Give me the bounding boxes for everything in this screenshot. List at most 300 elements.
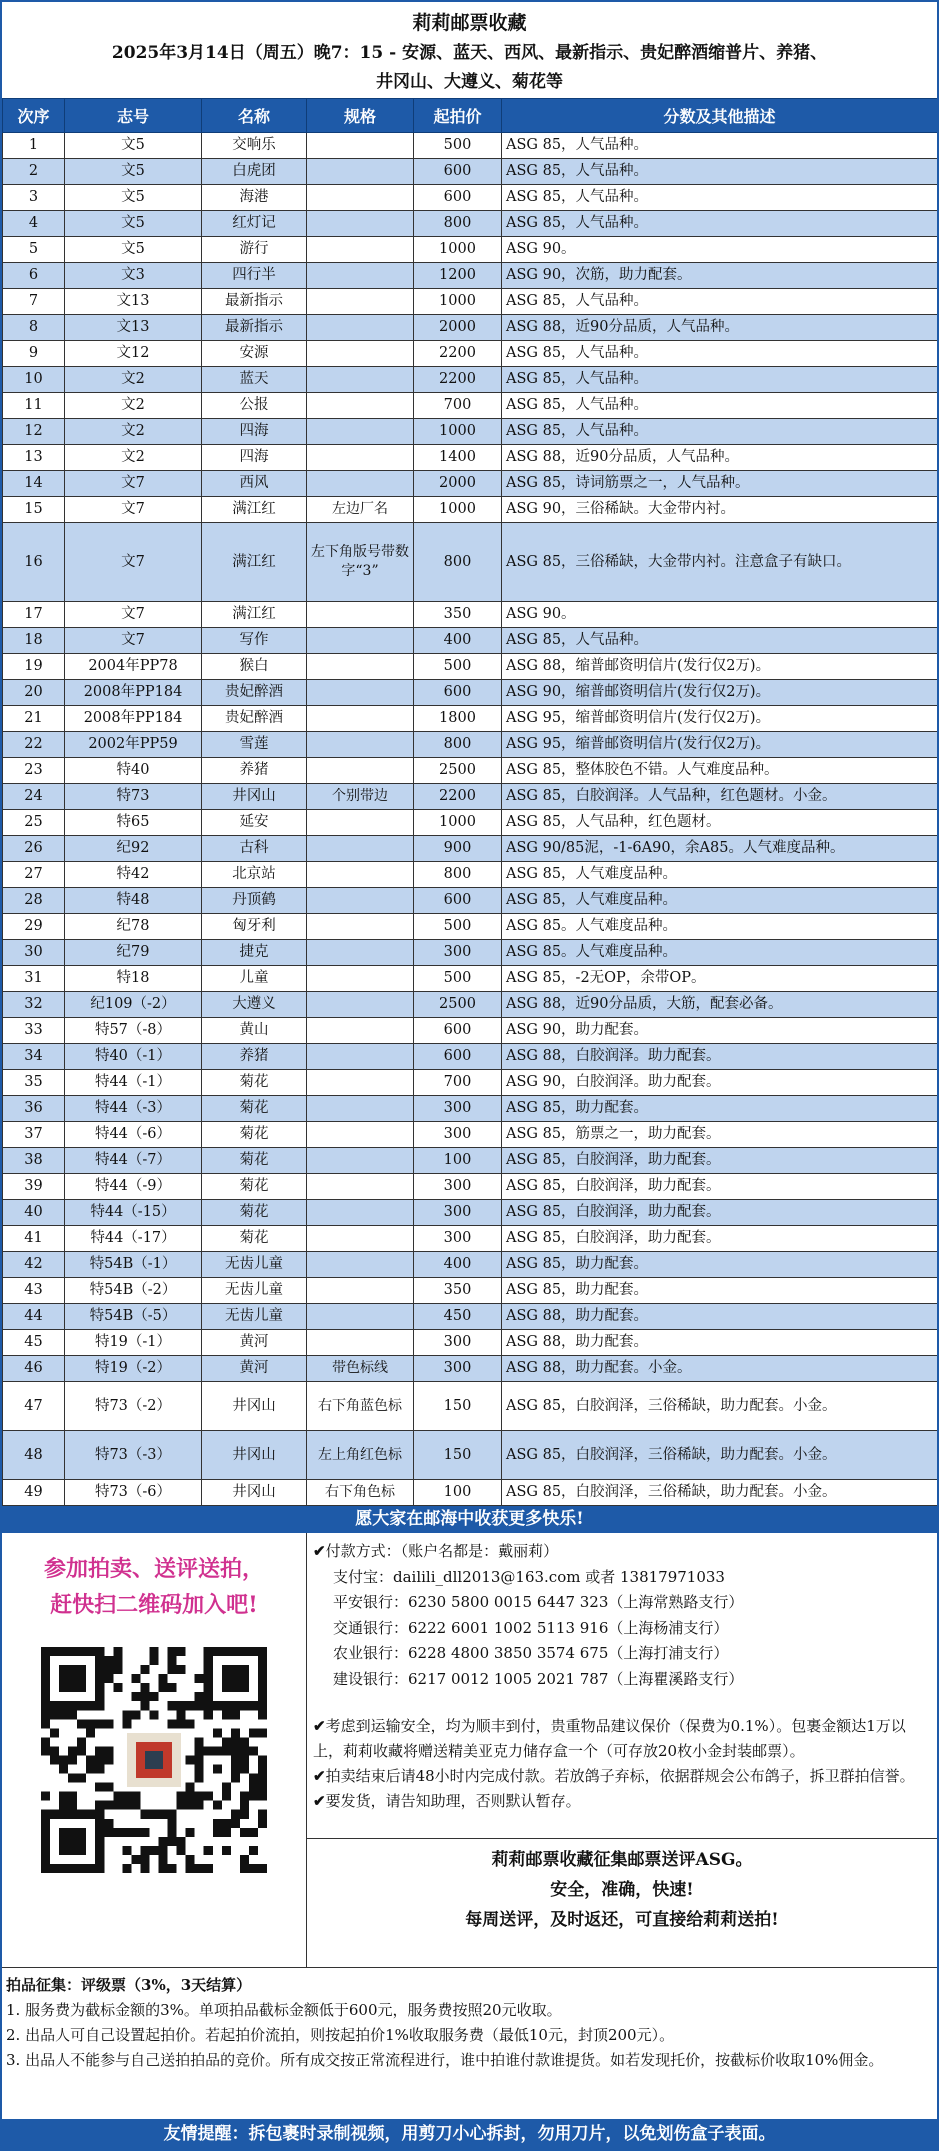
lot-code: 文12 [65, 341, 202, 367]
lot-spec: 右下角蓝色标 [307, 1382, 414, 1431]
table-row [3, 1356, 938, 1382]
lot-name: 四海 [202, 419, 307, 445]
qr-code-icon[interactable] [41, 1647, 267, 1873]
lot-code: 特54B（-2） [65, 1278, 202, 1304]
lot-code: 文7 [65, 523, 202, 602]
table-row [3, 1200, 938, 1226]
lot-no: 35 [3, 1070, 65, 1096]
lot-name: 交响乐 [202, 133, 307, 159]
lot-spec [307, 1148, 414, 1174]
lot-name: 井冈山 [202, 784, 307, 810]
table-row [3, 211, 938, 237]
lot-code: 纪79 [65, 940, 202, 966]
lot-description: ASG 90，次筋，助力配套。 [502, 263, 938, 289]
lot-no: 48 [3, 1431, 65, 1480]
lot-description: ASG 85，诗词筋票之一，人气品种。 [502, 471, 938, 497]
lot-description: ASG 85，人气品种，红色题材。 [502, 810, 938, 836]
lot-spec [307, 992, 414, 1018]
lot-no: 22 [3, 732, 65, 758]
lot-code: 特18 [65, 966, 202, 992]
lot-no: 8 [3, 315, 65, 341]
lot-spec [307, 263, 414, 289]
lot-code: 文5 [65, 159, 202, 185]
lot-spec [307, 393, 414, 419]
footer-tip: 友情提醒：拆包裹时录制视频，用剪刀小心拆封，勿用刀片，以免划伤盒子表面。 [2, 2119, 937, 2149]
lot-spec [307, 888, 414, 914]
lot-no: 23 [3, 758, 65, 784]
lot-spec: 带色标线 [307, 1356, 414, 1382]
lot-spec [307, 680, 414, 706]
table-row [3, 237, 938, 263]
lot-name: 黄河 [202, 1356, 307, 1382]
auction-subtitle-line2: 井冈山、大遵义、菊花等 [376, 72, 563, 92]
lot-start-price: 500 [414, 966, 502, 992]
lot-no: 11 [3, 393, 65, 419]
table-row [3, 706, 938, 732]
table-row [3, 1278, 938, 1304]
lot-start-price: 800 [414, 523, 502, 602]
notice-shipping: ✔考虑到运输安全，均为顺丰到付，贵重物品建议保价（保费为0.1%）。包裹金额达1万以上，莉莉收藏将赠送精美亚克力储存盒一个（可存放20枚小金封装邮票）。 [313, 1717, 906, 1760]
lot-code: 文2 [65, 367, 202, 393]
lot-spec [307, 602, 414, 628]
lot-code: 纪109（-2） [65, 992, 202, 1018]
lot-no: 13 [3, 445, 65, 471]
lot-name: 菊花 [202, 1148, 307, 1174]
lot-no: 21 [3, 706, 65, 732]
lot-start-price: 350 [414, 1278, 502, 1304]
lot-start-price: 1000 [414, 810, 502, 836]
lot-start-price: 500 [414, 133, 502, 159]
lot-start-price: 1800 [414, 706, 502, 732]
lot-code: 特44（-7） [65, 1148, 202, 1174]
invite-line2: 赶快扫二维码加入吧! [50, 1592, 258, 1618]
col-header-price: 起拍价 [414, 99, 502, 133]
lot-spec [307, 1226, 414, 1252]
lot-name: 菊花 [202, 1070, 307, 1096]
col-header-desc: 分数及其他描述 [502, 99, 938, 133]
lot-no: 44 [3, 1304, 65, 1330]
lot-code: 文13 [65, 289, 202, 315]
lot-description: ASG 90/85泥，-1-6A90，余A85。人气难度品种。 [502, 836, 938, 862]
lot-name: 大遵义 [202, 992, 307, 1018]
lot-no: 36 [3, 1096, 65, 1122]
lot-spec [307, 341, 414, 367]
lot-name: 古科 [202, 836, 307, 862]
lot-no: 5 [3, 237, 65, 263]
table-row [3, 445, 938, 471]
lot-code: 特44（-17） [65, 1226, 202, 1252]
table-row [3, 1044, 938, 1070]
lot-description: ASG 85，人气难度品种。 [502, 888, 938, 914]
lot-no: 25 [3, 810, 65, 836]
lot-start-price: 300 [414, 1226, 502, 1252]
lot-no: 14 [3, 471, 65, 497]
lot-name: 西风 [202, 471, 307, 497]
lot-code: 特40（-1） [65, 1044, 202, 1070]
lot-start-price: 300 [414, 1096, 502, 1122]
lot-start-price: 700 [414, 1070, 502, 1096]
table-row [3, 758, 938, 784]
lot-start-price: 150 [414, 1382, 502, 1431]
lot-no: 41 [3, 1226, 65, 1252]
table-row [3, 341, 938, 367]
lot-code: 特44（-3） [65, 1096, 202, 1122]
lot-start-price: 800 [414, 862, 502, 888]
lot-no: 32 [3, 992, 65, 1018]
lot-spec [307, 654, 414, 680]
lot-description: ASG 85，人气品种。 [502, 341, 938, 367]
table-row [3, 966, 938, 992]
lot-code: 文3 [65, 263, 202, 289]
table-row [3, 523, 938, 602]
lot-spec: 个别带边 [307, 784, 414, 810]
lot-name: 丹顶鹤 [202, 888, 307, 914]
table-row [3, 940, 938, 966]
alipay-account: 支付宝：dailili_dll2013@163.com 或者 13817971033 [333, 1567, 725, 1586]
lot-spec [307, 966, 414, 992]
lot-spec [307, 159, 414, 185]
col-header-code: 志号 [65, 99, 202, 133]
lot-spec [307, 706, 414, 732]
lot-start-price: 600 [414, 1018, 502, 1044]
table-row [3, 888, 938, 914]
lot-start-price: 800 [414, 211, 502, 237]
lot-description: ASG 85，白胶润泽，三俗稀缺，助力配套。小金。 [502, 1382, 938, 1431]
lot-name: 匈牙利 [202, 914, 307, 940]
lot-description: ASG 85，白胶润泽，助力配套。 [502, 1226, 938, 1252]
lot-start-price: 2500 [414, 992, 502, 1018]
lot-start-price: 300 [414, 1330, 502, 1356]
table-row [3, 1304, 938, 1330]
invite-panel [2, 1533, 307, 1967]
lot-start-price: 600 [414, 185, 502, 211]
lot-code: 文7 [65, 497, 202, 523]
lot-start-price: 600 [414, 888, 502, 914]
lot-start-price: 2500 [414, 758, 502, 784]
lot-spec [307, 185, 414, 211]
lot-spec [307, 289, 414, 315]
table-row [3, 1330, 938, 1356]
lot-code: 特57（-8） [65, 1018, 202, 1044]
lot-name: 安源 [202, 341, 307, 367]
table-row [3, 914, 938, 940]
payment-panel [307, 1533, 937, 1839]
lot-start-price: 300 [414, 1356, 502, 1382]
lot-code: 文7 [65, 628, 202, 654]
lot-description: ASG 90，三俗稀缺。大金带内衬。 [502, 497, 938, 523]
table-row [3, 1382, 938, 1431]
lot-no: 33 [3, 1018, 65, 1044]
lot-spec [307, 211, 414, 237]
lot-code: 特54B（-1） [65, 1252, 202, 1278]
checkmark-icon: ✔ [313, 1792, 326, 1810]
lot-no: 24 [3, 784, 65, 810]
lot-spec [307, 862, 414, 888]
lot-name: 贵妃醉酒 [202, 706, 307, 732]
table-row [3, 732, 938, 758]
lot-description: ASG 85，人气品种。 [502, 185, 938, 211]
lot-start-price: 1000 [414, 419, 502, 445]
lot-description: ASG 85，筋票之一，助力配套。 [502, 1122, 938, 1148]
lot-description: ASG 85，三俗稀缺，大金带内衬。注意盒子有缺口。 [502, 523, 938, 602]
lot-code: 特44（-15） [65, 1200, 202, 1226]
lot-spec [307, 419, 414, 445]
lot-code: 特73（-2） [65, 1382, 202, 1431]
consignment-rules [2, 1968, 937, 2133]
lot-name: 四行半 [202, 263, 307, 289]
consign-heading: 拍品征集：评级票（3%，3天结算） [6, 1976, 252, 1994]
lot-no: 43 [3, 1278, 65, 1304]
lot-start-price: 300 [414, 940, 502, 966]
lot-name: 菊花 [202, 1200, 307, 1226]
lot-no: 30 [3, 940, 65, 966]
lots-table [2, 98, 938, 1506]
lot-description: ASG 85，白胶润泽，助力配套。 [502, 1200, 938, 1226]
table-row [3, 315, 938, 341]
lot-description: ASG 85，白胶润泽，助力配套。 [502, 1148, 938, 1174]
lot-description: ASG 85，整体胶色不错。人气难度品种。 [502, 758, 938, 784]
lot-no: 20 [3, 680, 65, 706]
lot-spec: 右下角色标 [307, 1480, 414, 1506]
lot-code: 2008年PP184 [65, 706, 202, 732]
lot-no: 26 [3, 836, 65, 862]
lot-name: 菊花 [202, 1174, 307, 1200]
bank-account-nongye: 农业银行：6228 4800 3850 3574 675（上海打浦支行） [333, 1644, 729, 1662]
lot-description: ASG 90。 [502, 237, 938, 263]
lot-start-price: 1200 [414, 263, 502, 289]
lot-description: ASG 85，助力配套。 [502, 1278, 938, 1304]
lot-description: ASG 90。 [502, 602, 938, 628]
lot-no: 4 [3, 211, 65, 237]
lot-name: 猴白 [202, 654, 307, 680]
lot-name: 贵妃醉酒 [202, 680, 307, 706]
lot-code: 特42 [65, 862, 202, 888]
asg-line3: 每周送评，及时返还，可直接给莉莉送拍! [465, 1910, 779, 1930]
lot-name: 黄河 [202, 1330, 307, 1356]
lot-name: 养猪 [202, 1044, 307, 1070]
lot-name: 北京站 [202, 862, 307, 888]
lot-description: ASG 90，白胶润泽。助力配套。 [502, 1070, 938, 1096]
lot-name: 养猪 [202, 758, 307, 784]
lot-name: 满江红 [202, 497, 307, 523]
table-row [3, 992, 938, 1018]
lot-spec [307, 1174, 414, 1200]
lot-code: 纪92 [65, 836, 202, 862]
lot-description: ASG 85，白胶润泽。人气品种，红色题材。小金。 [502, 784, 938, 810]
table-row [3, 1431, 938, 1480]
lot-spec [307, 237, 414, 263]
lot-description: ASG 88，近90分品质，大筋，配套必备。 [502, 992, 938, 1018]
lot-description: ASG 85，人气品种。 [502, 419, 938, 445]
lot-description: ASG 95，缩普邮资明信片(发行仅2万)。 [502, 732, 938, 758]
lot-code: 文7 [65, 471, 202, 497]
notice-payment-deadline: ✔拍卖结束后请48小时内完成付款。若放鸽子弃标，依据群规会公布鸽子，拆卫群拍信誉。 [313, 1767, 915, 1785]
lot-code: 2004年PP78 [65, 654, 202, 680]
lot-start-price: 300 [414, 1122, 502, 1148]
lot-spec [307, 836, 414, 862]
lot-description: ASG 85，人气品种。 [502, 393, 938, 419]
lot-no: 39 [3, 1174, 65, 1200]
lot-name: 无齿儿童 [202, 1252, 307, 1278]
lot-no: 6 [3, 263, 65, 289]
lot-code: 特44（-9） [65, 1174, 202, 1200]
lot-spec [307, 133, 414, 159]
table-row [3, 1480, 938, 1506]
checkmark-icon: ✔ [313, 1542, 326, 1560]
lot-no: 7 [3, 289, 65, 315]
lot-description: ASG 85，人气品种。 [502, 367, 938, 393]
table-header-row [3, 99, 938, 133]
lot-name: 游行 [202, 237, 307, 263]
lot-spec [307, 914, 414, 940]
lot-no: 10 [3, 367, 65, 393]
table-row [3, 1096, 938, 1122]
lot-spec [307, 1096, 414, 1122]
auction-subtitle-line1: 2025年3月14日（周五）晚7：15 - 安源、蓝天、西风、最新指示、贵妃醉酒缩普片、养猪、 [111, 43, 828, 63]
lot-no: 45 [3, 1330, 65, 1356]
lot-spec: 左上角红色标 [307, 1431, 414, 1480]
lot-no: 38 [3, 1148, 65, 1174]
lot-description: ASG 88，助力配套。 [502, 1330, 938, 1356]
table-row [3, 263, 938, 289]
lot-start-price: 600 [414, 680, 502, 706]
table-row [3, 1174, 938, 1200]
lot-spec [307, 1018, 414, 1044]
lot-code: 特73（-6） [65, 1480, 202, 1506]
lot-start-price: 2200 [414, 784, 502, 810]
lot-description: ASG 95，缩普邮资明信片(发行仅2万)。 [502, 706, 938, 732]
col-header-no: 次序 [3, 99, 65, 133]
lot-no: 9 [3, 341, 65, 367]
lot-start-price: 1000 [414, 289, 502, 315]
lot-start-price: 100 [414, 1148, 502, 1174]
lot-start-price: 1000 [414, 497, 502, 523]
lot-name: 写作 [202, 628, 307, 654]
lot-description: ASG 88，近90分品质，人气品种。 [502, 315, 938, 341]
lot-name: 菊花 [202, 1096, 307, 1122]
table-row [3, 862, 938, 888]
consign-rule-2: 2. 出品人可自己设置起拍价。若起拍价流拍，则按起拍价1%收取服务费（最低10元，封顶200元）。 [6, 2026, 675, 2044]
lot-description: ASG 85，人气品种。 [502, 628, 938, 654]
lot-code: 特19（-2） [65, 1356, 202, 1382]
table-row [3, 1070, 938, 1096]
lot-description: ASG 85，白胶润泽，三俗稀缺，助力配套。小金。 [502, 1431, 938, 1480]
lot-code: 文2 [65, 419, 202, 445]
lot-no: 49 [3, 1480, 65, 1506]
lot-no: 19 [3, 654, 65, 680]
lot-name: 无齿儿童 [202, 1278, 307, 1304]
lot-start-price: 1400 [414, 445, 502, 471]
lot-name: 捷克 [202, 940, 307, 966]
table-row [3, 289, 938, 315]
table-row [3, 1122, 938, 1148]
lots-body [3, 133, 938, 1506]
invite-line1: 参加拍卖、送评送拍， [43, 1556, 264, 1582]
lot-start-price: 150 [414, 1431, 502, 1480]
table-row [3, 367, 938, 393]
lot-code: 文5 [65, 211, 202, 237]
lot-code: 特40 [65, 758, 202, 784]
lot-name: 无齿儿童 [202, 1304, 307, 1330]
lot-code: 特19（-1） [65, 1330, 202, 1356]
lot-spec: 左边厂名 [307, 497, 414, 523]
lot-code: 特73 [65, 784, 202, 810]
lot-code: 特65 [65, 810, 202, 836]
lot-description: ASG 85，助力配套。 [502, 1096, 938, 1122]
table-row [3, 654, 938, 680]
table-row [3, 628, 938, 654]
lot-start-price: 400 [414, 1252, 502, 1278]
payment-and-notices [307, 1533, 937, 1967]
lot-no: 29 [3, 914, 65, 940]
lot-no: 31 [3, 966, 65, 992]
lot-description: ASG 85，助力配套。 [502, 1252, 938, 1278]
table-row [3, 1148, 938, 1174]
table-row [3, 784, 938, 810]
lot-name: 四海 [202, 445, 307, 471]
lot-start-price: 1000 [414, 237, 502, 263]
lot-spec [307, 628, 414, 654]
lot-no: 2 [3, 159, 65, 185]
lot-no: 28 [3, 888, 65, 914]
lot-start-price: 100 [414, 1480, 502, 1506]
checkmark-icon: ✔ [313, 1767, 326, 1785]
lot-no: 40 [3, 1200, 65, 1226]
lot-start-price: 2200 [414, 367, 502, 393]
lot-start-price: 350 [414, 602, 502, 628]
lot-description: ASG 85，白胶润泽，三俗稀缺，助力配套。小金。 [502, 1480, 938, 1506]
lot-code: 纪78 [65, 914, 202, 940]
lot-code: 文7 [65, 602, 202, 628]
table-row [3, 393, 938, 419]
lot-description: ASG 90，助力配套。 [502, 1018, 938, 1044]
lot-spec: 左下角版号带数字“3” [307, 523, 414, 602]
lot-code: 2002年PP59 [65, 732, 202, 758]
table-row [3, 185, 938, 211]
consign-rule-3: 3. 出品人不能参与自己送拍拍品的竞价。所有成交按正常流程进行，谁中拍谁付款谁提货。如若发现托价，按截标价收取10%佣金。 [6, 2051, 884, 2069]
lot-description: ASG 85，-2无OP，余带OP。 [502, 966, 938, 992]
lot-description: ASG 85。人气难度品种。 [502, 914, 938, 940]
lot-code: 特73（-3） [65, 1431, 202, 1480]
table-row [3, 133, 938, 159]
lot-name: 延安 [202, 810, 307, 836]
lot-start-price: 300 [414, 1174, 502, 1200]
lot-no: 3 [3, 185, 65, 211]
table-row [3, 836, 938, 862]
lot-spec [307, 1304, 414, 1330]
lot-spec [307, 1252, 414, 1278]
lot-code: 2008年PP184 [65, 680, 202, 706]
lot-no: 46 [3, 1356, 65, 1382]
lot-code: 文13 [65, 315, 202, 341]
lot-spec [307, 1122, 414, 1148]
lot-start-price: 2000 [414, 471, 502, 497]
lot-no: 37 [3, 1122, 65, 1148]
table-row [3, 680, 938, 706]
table-row [3, 419, 938, 445]
lot-code: 文2 [65, 445, 202, 471]
table-row [3, 1252, 938, 1278]
lot-spec [307, 1330, 414, 1356]
lot-no: 16 [3, 523, 65, 602]
lot-code: 文5 [65, 185, 202, 211]
lot-name: 蓝天 [202, 367, 307, 393]
lot-start-price: 2200 [414, 341, 502, 367]
lot-description: ASG 88，缩普邮资明信片(发行仅2万)。 [502, 654, 938, 680]
lot-start-price: 700 [414, 393, 502, 419]
lot-no: 47 [3, 1382, 65, 1431]
lot-start-price: 450 [414, 1304, 502, 1330]
